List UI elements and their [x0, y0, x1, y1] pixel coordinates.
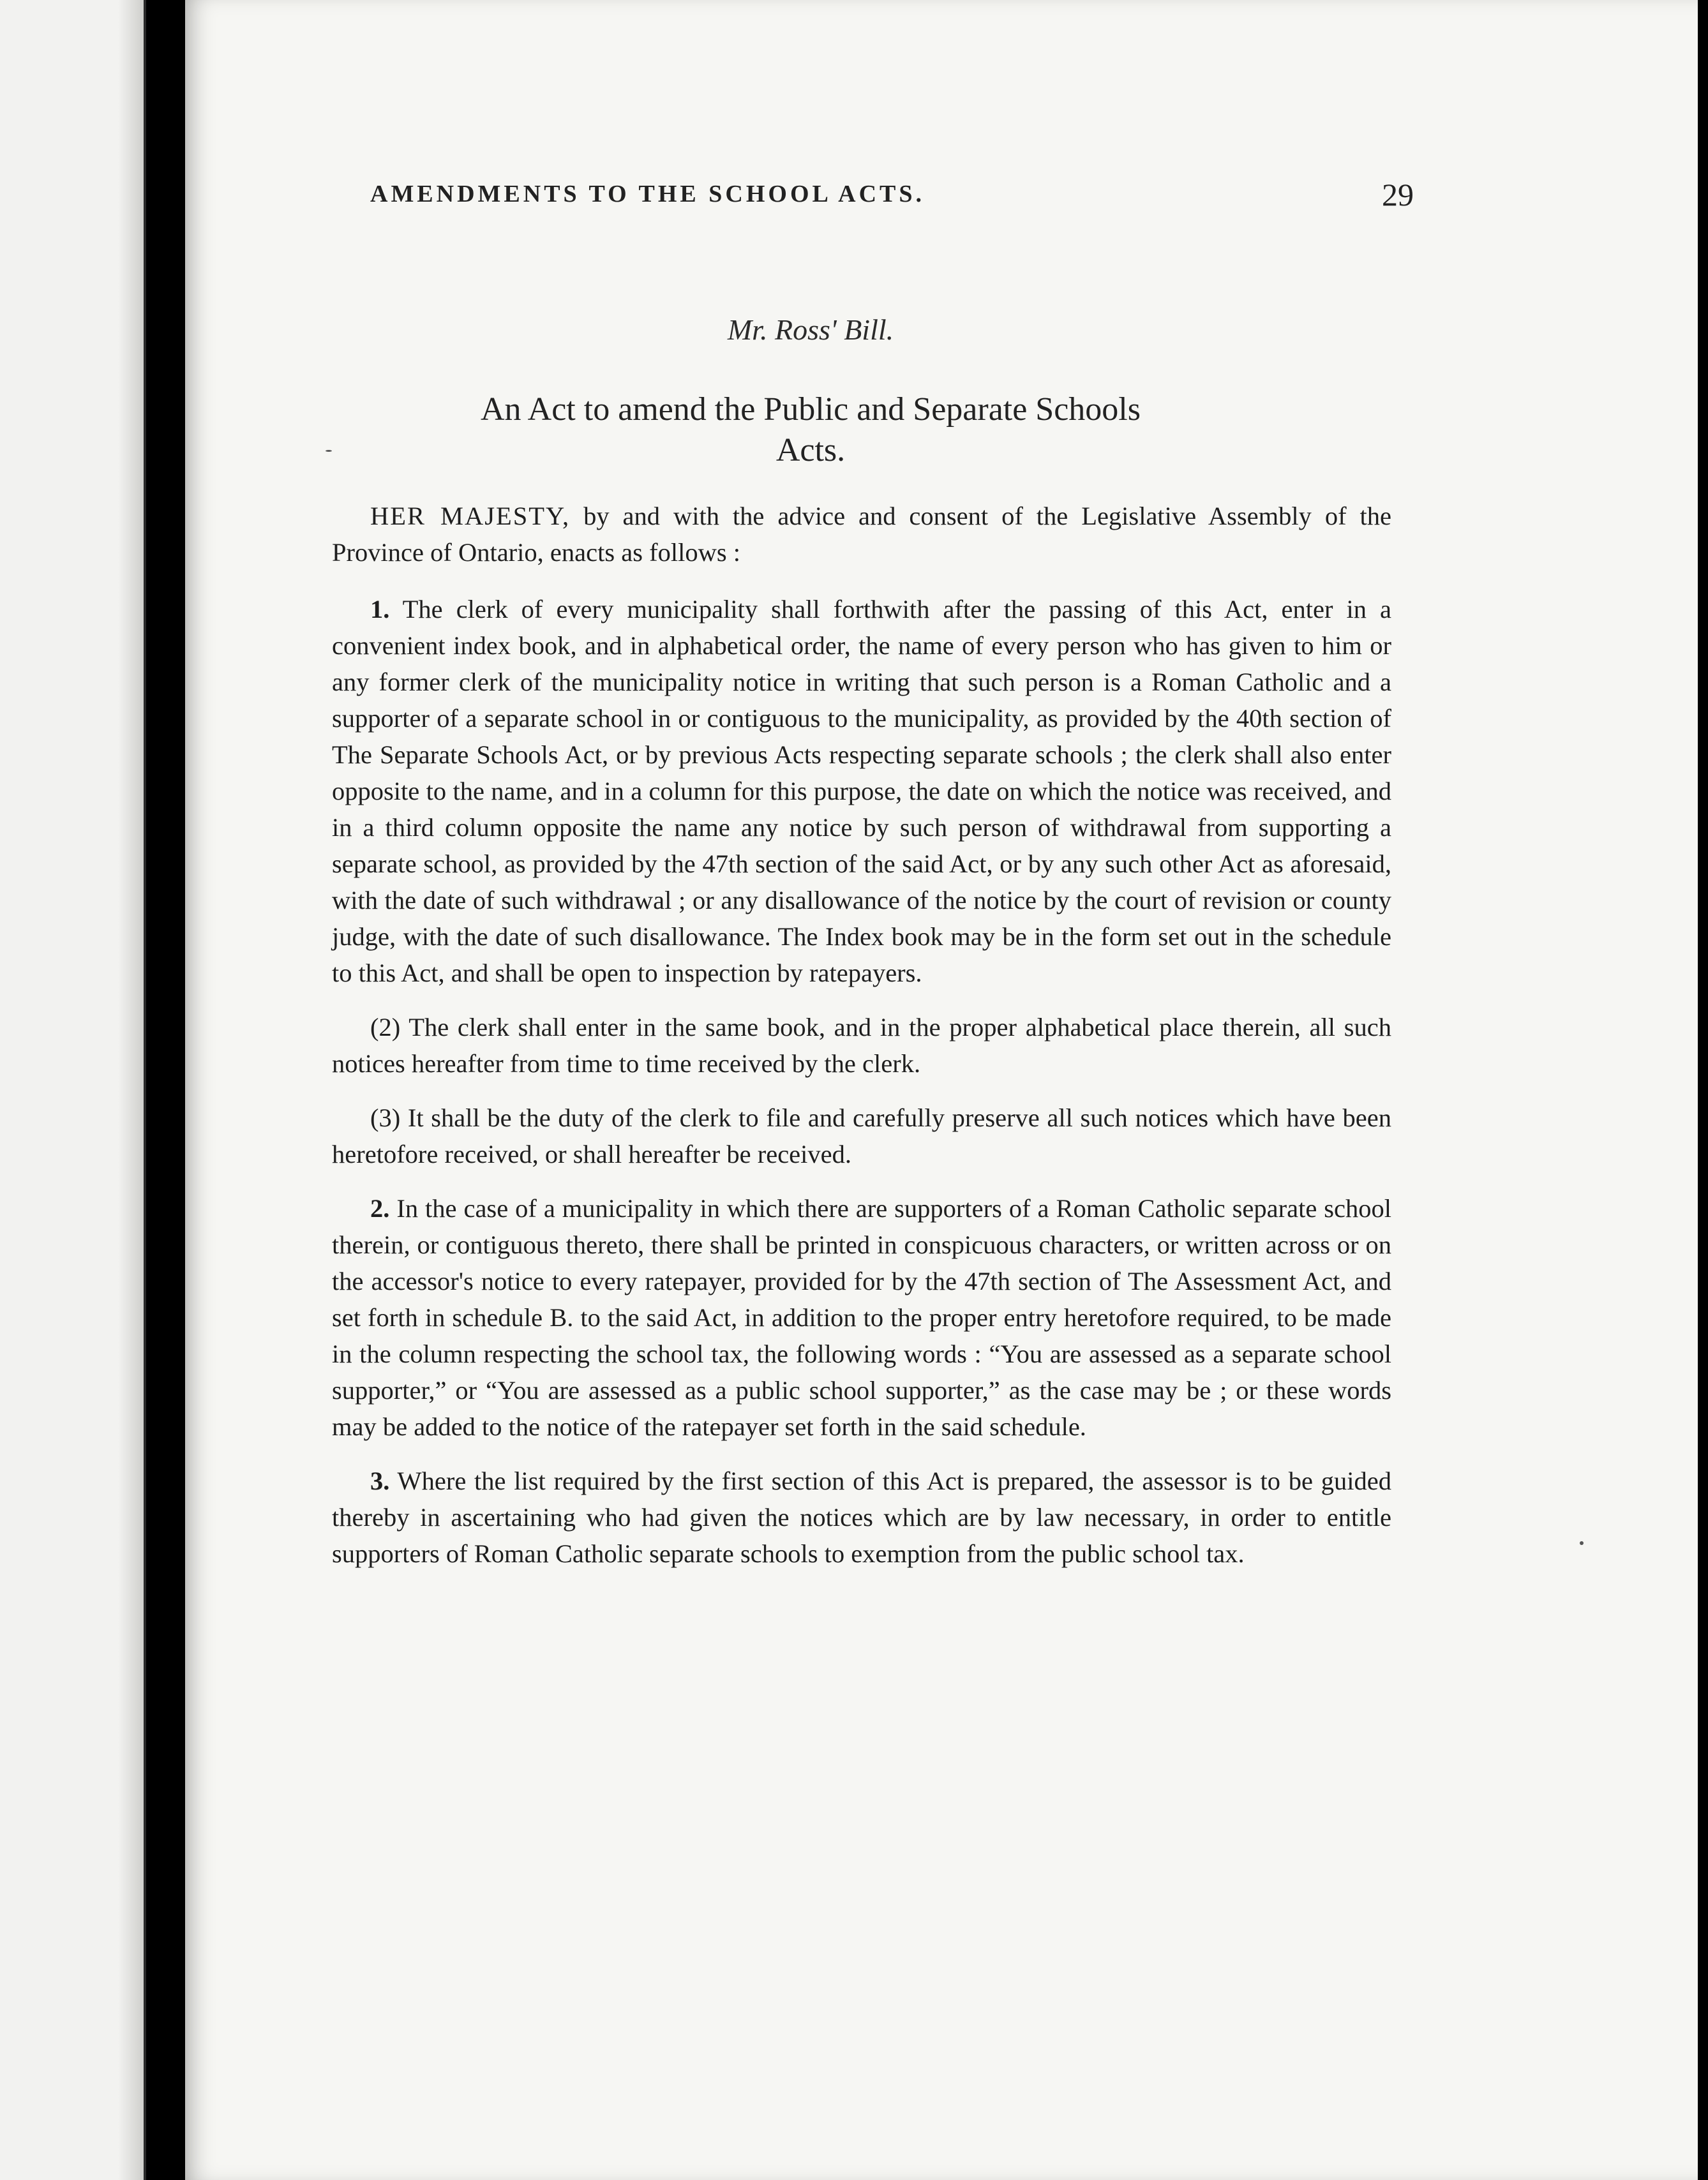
section-2-text: In the case of a municipality in which there are supporters of a Roman Catholic separate school therein, or contiguous thereto, there shall be printed in conspicuous characters, or written across or on the accessor's notice to every ratepayer, provided for by the 47th section of The Assessment Act, and set forth in schedule B. to the said Act, in addition to the proper entry heretofore required, to be made in the column respecting the school tax, the following words : “You are assessed as a separate school supporter,” or “You are assessed as a public school supporter,” as the case may be ; or these words may be added to the notice of the ratepayer set forth in the said schedule. [332, 1194, 1391, 1441]
section-1-number: 1. [370, 595, 390, 623]
book-page [185, 0, 1698, 2180]
section-1-text: The clerk of every municipality shall forthwith after the passing of this Act, enter in a convenient index book, and in alphabetical order, the name of every person who has given to him or any former clerk of the municipality notice in writing that such person is a Roman Catholic and a supporter of a separate school in or contiguous to the municipality, as provided by the 40th section of The Separate Schools Act, or by previous Acts respecting separate schools ; the clerk shall also enter opposite to the name, and in a column for this purpose, the date on which the notice was received, and in a third column opposite the name any notice by such person of withdrawal from supporting a separate school, as provided by the 47th section of the said Act, or by any such other Act as aforesaid, with the date of such withdrawal ; or any disallowance of the notice by the court of revision or county judge, with the date of such disallowance. The Index book may be in the form set out in the schedule to this Act, and shall be open to inspection by ratepayers. [332, 595, 1391, 987]
section-2 [332, 1190, 1391, 1445]
subsection-2-text: (2) The clerk shall enter in the same book, and in the proper alphabetical place therein, all such notices hereafter from time to time received by the clerk. [332, 1013, 1391, 1078]
section-1-subsection-3 [332, 1100, 1391, 1172]
subsection-3-text: (3) It shall be the duty of the clerk to file and carefully preserve all such notices which have been heretofore received, or shall hereafter be received. [332, 1103, 1391, 1168]
page-gutter-shadow [118, 0, 144, 2180]
enacting-clause [332, 498, 1391, 571]
stray-ink-mark [326, 450, 332, 452]
enacting-text: by and with the advice and consent of the Legislative Assembly of the Province of Ontario, enacts as follows : [332, 502, 1391, 567]
act-title-line-2: Acts. [775, 432, 846, 468]
section-3-text: Where the list required by the first section of this Act is prepared, the assessor is to be guided thereby in ascertaining who had given the notices which are by law necessary, in order to entitle supporters of Roman Catholic separate schools to exemption from the public school tax. [332, 1467, 1391, 1568]
act-title-line-1: An Act to amend the Public and Separate Schools [480, 391, 1141, 428]
running-head [332, 177, 1414, 218]
stray-ink-mark [1580, 1541, 1584, 1545]
facing-page-edge [0, 0, 146, 2180]
section-1 [332, 591, 1391, 991]
act-body [332, 498, 1391, 1590]
running-title: AMENDMENTS TO THE SCHOOL ACTS. [370, 181, 925, 207]
enacting-lead: HER MAJESTY, [370, 502, 571, 530]
page-number: 29 [1382, 177, 1414, 213]
section-3-number: 3. [370, 1467, 390, 1495]
section-1-subsection-2 [332, 1009, 1391, 1082]
bill-sponsor-heading: Mr. Ross' Bill. [727, 313, 894, 346]
section-2-number: 2. [370, 1194, 390, 1223]
act-title [332, 389, 1289, 471]
section-3 [332, 1463, 1391, 1572]
